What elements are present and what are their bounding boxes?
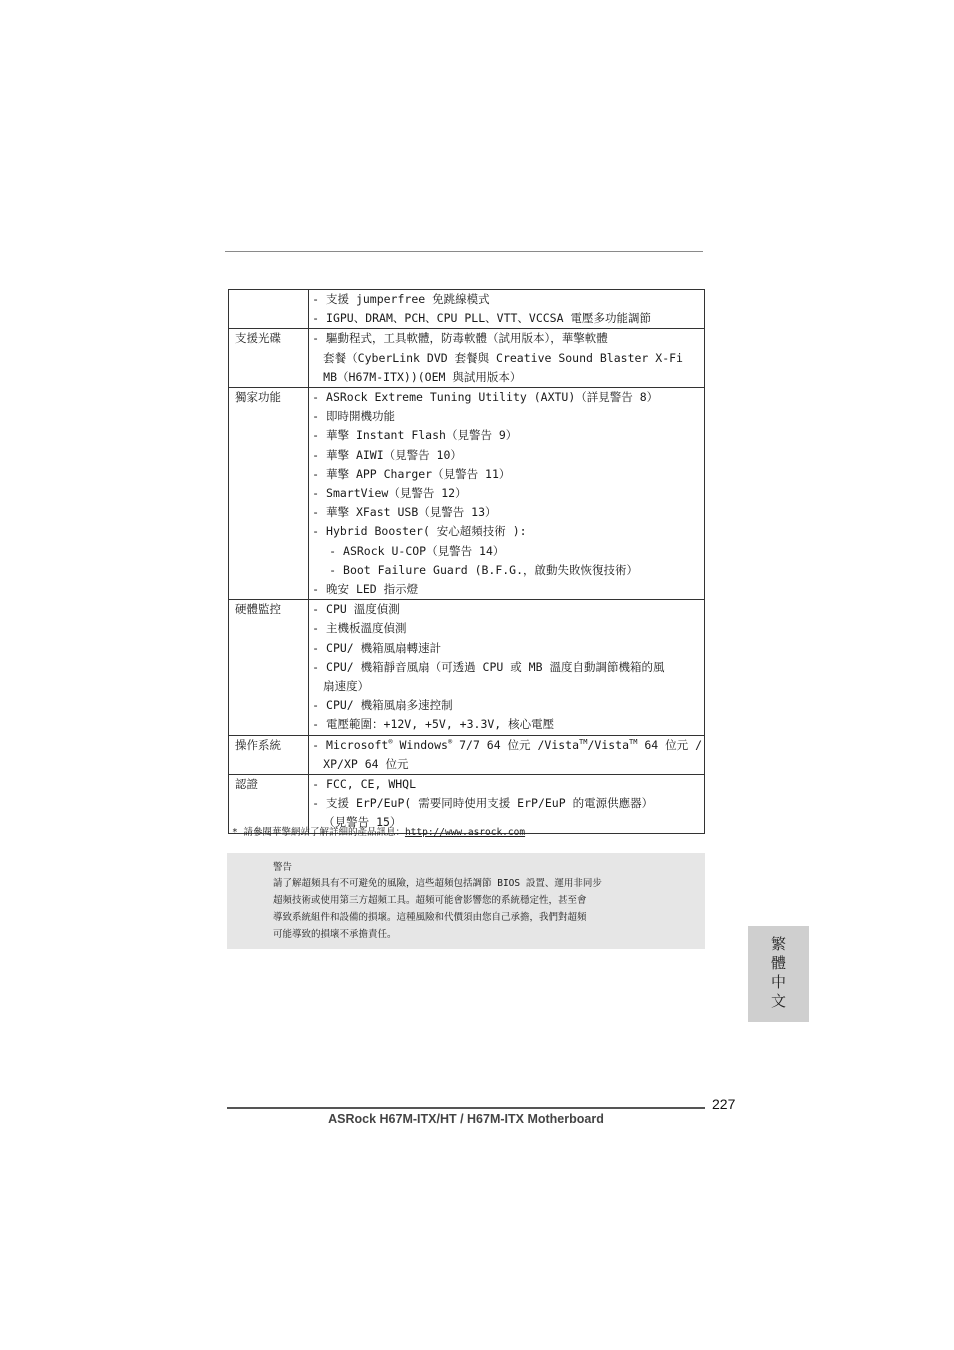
warning-line: 請了解超頻具有不可避免的風險，這些超頻包括調節 BIOS 設置、運用非同步 <box>273 878 602 889</box>
spec-line: - 華擎 APP Charger（見警告 11） <box>312 466 511 481</box>
spec-line: - CPU 溫度偵測 <box>312 602 400 617</box>
spec-line: - FCC, CE, WHQL <box>312 777 417 792</box>
row-category: 操作系統 <box>229 735 309 774</box>
spec-line: - ASRock U-COP（見警告 14） <box>329 543 505 558</box>
page-number: 227 <box>712 1096 736 1112</box>
language-side-tab <box>748 926 809 1022</box>
spec-line: - ASRock Extreme Tuning Utility (AXTU)（詳見警告 8） <box>312 390 659 405</box>
spec-line: - CPU/ 機箱靜音風扇（可透過 CPU 或 MB 溫度自動調節機箱的風 <box>312 659 665 674</box>
top-rule <box>225 251 703 252</box>
os-line: - Microsoft® Windows® 7/7 64 位元 /Vista™/Vista™ 64 位元 / <box>312 737 702 752</box>
spec-table <box>228 289 705 834</box>
spec-line: - 華擎 Instant Flash（見警告 9） <box>312 428 518 443</box>
warning-box <box>227 853 705 949</box>
table-row <box>229 600 705 735</box>
spec-line: - 華擎 AIWI（見警告 10） <box>312 447 462 462</box>
spec-line: - 華擎 XFast USB（見警告 13） <box>312 505 497 520</box>
warning-title: 警告 <box>273 862 293 873</box>
table-row <box>229 735 705 774</box>
row-values <box>309 735 705 774</box>
table-row <box>229 329 705 388</box>
spec-line: （見警告 15） <box>323 815 402 830</box>
asrock-website-link[interactable]: http://www.asrock.com <box>404 827 526 838</box>
row-category <box>229 290 309 329</box>
spec-line: - CPU/ 機箱風扇轉速計 <box>312 640 442 655</box>
row-values <box>309 329 705 388</box>
row-category: 硬體監控 <box>229 600 309 735</box>
row-values <box>309 290 705 329</box>
footnote <box>232 824 525 838</box>
spec-line: - 支援 jumperfree 免跳線模式 <box>312 292 490 306</box>
warning-line: 可能導致的損壞不承擔責任。 <box>273 929 397 940</box>
table-row <box>229 290 705 329</box>
spec-line: - 晚安 LED 指示燈 <box>312 582 419 597</box>
spec-line: - CPU/ 機箱風扇多速控制 <box>312 698 453 713</box>
row-category: 認證 <box>229 775 309 834</box>
spec-line: MB（H67M-ITX))(OEM 與試用版本） <box>323 369 522 384</box>
bottom-rule <box>227 1107 705 1109</box>
footnote-text: * 請參閱華擎網站了解詳細的產品訊息： <box>232 827 405 838</box>
spec-line: - Boot Failure Guard (B.F.G.，啟動失敗恢復技術） <box>329 562 639 577</box>
row-category: 支援光碟 <box>229 329 309 388</box>
row-values <box>309 388 705 600</box>
spec-line: XP/XP 64 位元 <box>323 756 409 771</box>
table-row <box>229 388 705 600</box>
spec-line: - 支援 ErP/EuP( 需要同時使用支援 ErP/EuP 的電源供應器） <box>312 796 654 811</box>
spec-line: - 電壓範圍：+12V, +5V, +3.3V, 核心電壓 <box>312 717 555 732</box>
row-values <box>309 600 705 735</box>
footer-title: ASRock H67M-ITX/HT / H67M-ITX Motherboard <box>328 1112 604 1126</box>
spec-line: 套餐（CyberLink DVD 套餐與 Creative Sound Blaster X-Fi <box>323 350 683 365</box>
spec-line: - Hybrid Booster( 安心超頻技術 ): <box>312 524 527 539</box>
spec-line: - IGPU、DRAM、PCH、CPU PLL、VTT、VCCSA 電壓多功能調節 <box>312 311 651 326</box>
spec-line: - 驅動程式，工具軟體，防毒軟體（試用版本），華擎軟體 <box>312 331 608 346</box>
spec-line: - 即時開機功能 <box>312 409 396 424</box>
spec-line: 扇速度） <box>323 679 370 694</box>
spec-line: - SmartView（見警告 12） <box>312 486 467 501</box>
row-category: 獨家功能 <box>229 388 309 600</box>
language-label: 繁體中文 <box>769 936 787 1012</box>
warning-line: 超頻技術或使用第三方超頻工具。超頻可能會影響您的系統穩定性，甚至會 <box>273 895 587 906</box>
spec-line: - 主機板溫度偵測 <box>312 621 407 636</box>
warning-line: 導致系統組件和設備的損壞。這種風險和代價須由您自己承擔，我們對超頻 <box>273 912 587 923</box>
